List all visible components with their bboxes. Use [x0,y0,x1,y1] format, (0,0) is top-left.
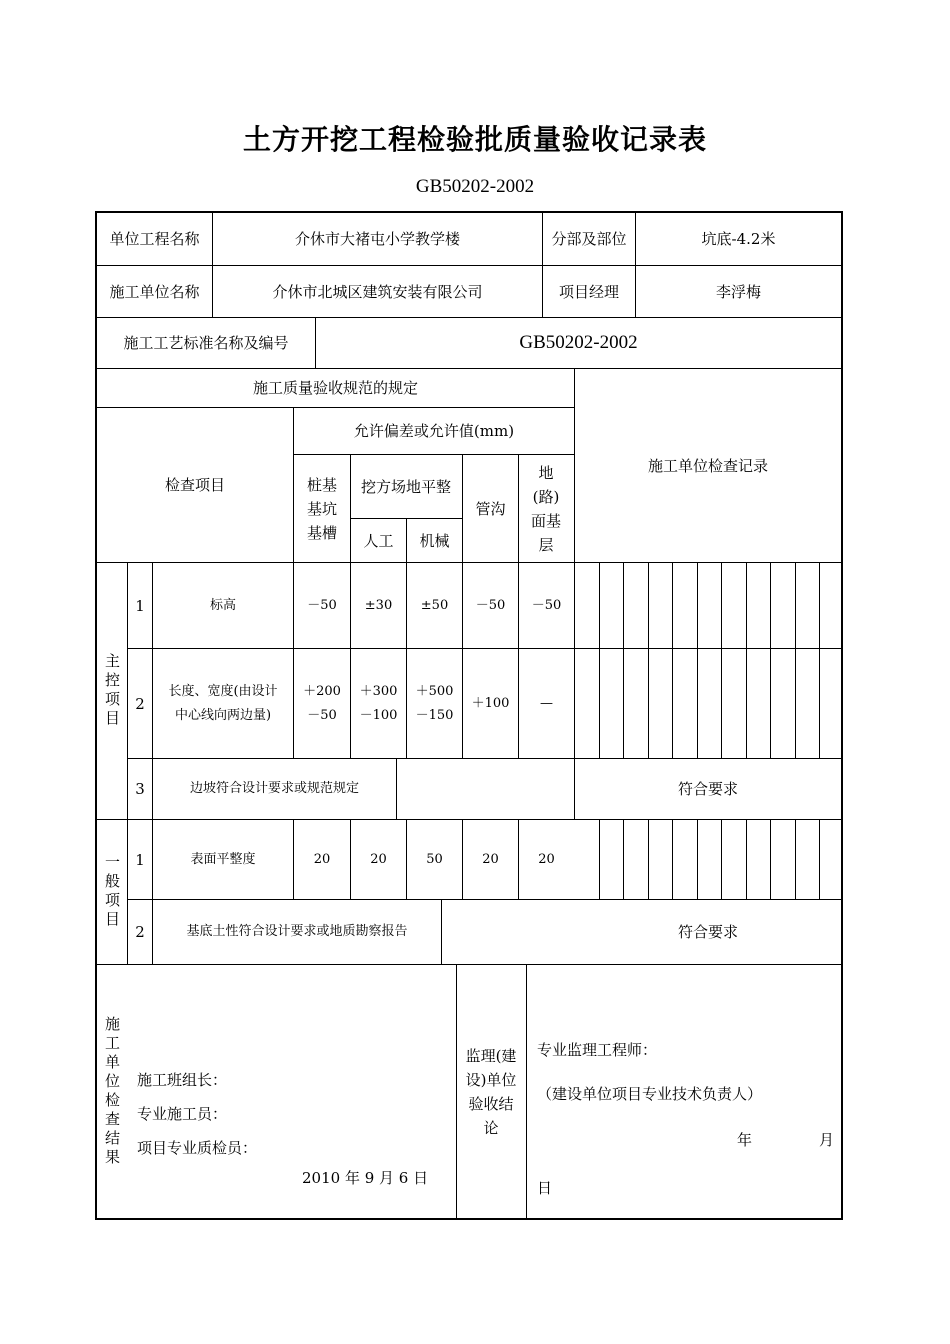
col-divider [456,964,457,1218]
record-grid-line [795,562,796,758]
main-row-1-ditch: －50 [475,597,506,613]
record-grid-line [721,562,722,758]
record-grid-line [746,819,747,899]
main-row-2-ditch: ＋100 [471,695,510,711]
construction-date: 2010 年 9 月 6 日 [302,1169,429,1187]
main-row-1-machine: ±50 [420,597,449,613]
team-leader-field: 施工班组长： [137,1071,228,1089]
general-row-1-ditch: 20 [482,851,499,867]
col-pile-label: 桩基基坑基槽 [306,475,337,542]
supervision-label: 监理(建设)单位验收结论 [465,1046,517,1137]
supervisor-field: 专业监理工程师： [537,1041,658,1059]
col-divider [396,758,397,819]
general-row-2-name: 基底土性符合设计要求或地质勘察报告 [186,924,408,939]
record-grid-line [819,819,820,899]
main-row-1-pile: －50 [307,597,337,613]
main-row-2-pile-lower: －50 [307,707,337,723]
record-grid-line [648,819,649,899]
main-row-1-name: 标高 [209,597,236,613]
main-row-2-name-line2: 中心线向两边量) [174,707,272,723]
record-grid-line [672,562,673,758]
main-row-3-name: 边坡符合设计要求或规范规定 [189,781,359,796]
main-row-2-manual-lower: －100 [359,707,398,723]
record-grid-line [599,562,600,758]
col-divider [441,899,442,964]
record-grid-line [599,819,600,899]
sign-month: 月 [819,1131,835,1149]
regulation-label: 施工质量验收规范的规定 [252,379,418,397]
col-manual-label: 人工 [363,531,394,550]
construction-signatures [137,1063,257,1165]
main-row-1-manual: ±30 [364,597,393,613]
record-grid-line [697,562,698,758]
project-manager-label: 项目经理 [558,282,619,301]
record-grid-line [721,819,722,899]
unit-project-value: 介休市大褚屯小学教学楼 [294,230,460,248]
process-standard-value: GB50202-2002 [519,332,638,353]
general-row-1-name: 表面平整度 [190,851,256,867]
owner-rep-field: （建设单位项目专业技术负责人） [537,1085,763,1103]
record-grid-line [623,819,624,899]
col-divider [518,454,519,562]
inspector-field: 项目专业质检员： [137,1139,258,1157]
main-row-3-no: 3 [135,780,145,798]
main-row-2-pile [294,649,350,758]
record-grid-line [672,819,673,899]
main-items-label: 主控项目 [103,653,121,729]
general-items-label: 一般项目 [103,854,121,930]
main-row-2-manual-upper: ＋300 [359,683,398,699]
record-grid-line [795,819,796,899]
division-value: 坑底-4.2米 [701,230,776,248]
page-title: 土方开挖工程检验批质量验收记录表 [242,123,707,156]
process-standard-label: 施工工艺标准名称及编号 [123,334,289,352]
main-row-3-record: 符合要求 [677,780,738,798]
main-row-2-pile-upper: ＋200 [303,683,341,699]
col-site-label: 挖方场地平整 [360,477,451,496]
general-row-1-pile: 20 [313,851,331,867]
general-row-1-manual: 20 [370,851,387,867]
record-grid-line [697,819,698,899]
general-row-1-machine: 50 [426,851,443,867]
record-label: 施工单位检查记录 [647,456,768,475]
record-grid-line [746,562,747,758]
col-ditch-label: 管沟 [475,499,506,518]
general-row-2-no: 2 [135,923,145,941]
record-grid-line [770,562,771,758]
sign-year: 年 [737,1131,753,1149]
main-row-1-road: －50 [531,597,562,613]
record-grid-line [623,562,624,758]
construction-result-label: 施工单位检查结果 [103,1015,121,1168]
construction-unit-label: 施工单位名称 [109,282,200,301]
col-road-label: 地(路)面基层 [530,463,561,554]
sign-day: 日 [537,1179,553,1197]
record-grid-line [648,562,649,758]
tolerance-label: 允许偏差或允许值(mm) [353,422,515,440]
main-row-2-machine-upper: ＋500 [415,683,454,699]
main-row-2-machine-lower: －150 [415,707,454,723]
division-label: 分部及部位 [551,230,627,248]
record-table [95,211,843,1220]
inspection-item-label: 检查项目 [164,476,225,494]
main-row-2-no: 2 [135,694,145,713]
main-row-2-name [153,649,293,758]
col-divider [526,964,527,1218]
general-row-1-no: 1 [135,850,145,869]
main-row-2-manual [351,649,406,758]
general-row-2-record: 符合要求 [677,923,738,941]
main-row-2-name-line1: 长度、宽度(由设计 [168,683,278,699]
unit-project-label: 单位工程名称 [109,230,200,248]
construction-unit-value: 介休市北城区建筑安装有限公司 [272,282,483,301]
main-row-1-no: 1 [135,596,145,615]
record-grid-line [819,562,820,758]
project-manager-value: 李浮梅 [715,282,761,301]
main-row-2-road: — [540,695,553,711]
record-grid-line [770,819,771,899]
col-machine-label: 机械 [419,531,450,550]
standard-code: GB50202-2002 [415,176,535,197]
worker-field: 专业施工员： [137,1105,228,1123]
main-row-2-machine [407,649,462,758]
general-row-1-road: 20 [538,851,555,867]
